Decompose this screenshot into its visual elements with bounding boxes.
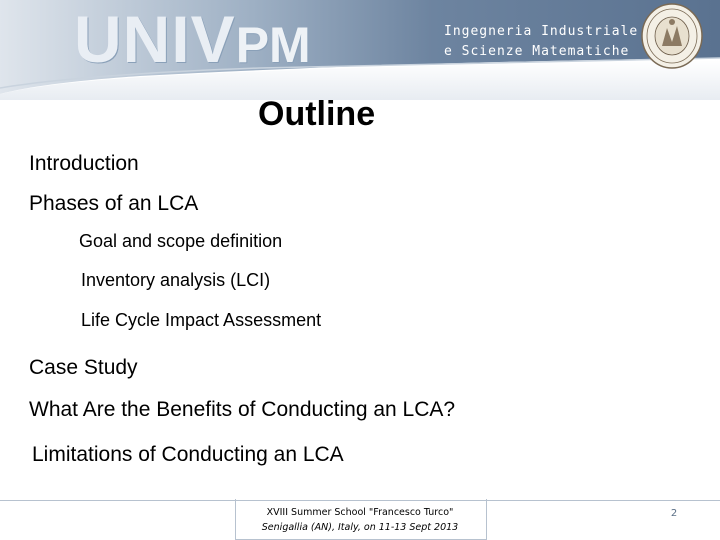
- outline-subitem-impact-assessment: Life Cycle Impact Assessment: [81, 310, 322, 330]
- outline-subitem-goal-scope: Goal and scope definition: [79, 231, 283, 251]
- page-number: 2: [670, 508, 678, 519]
- outline-item-benefits: What Are the Benefits of Conducting an LCA?: [29, 398, 456, 421]
- footer-event-info: [235, 505, 485, 535]
- header-banner: [0, 0, 720, 100]
- outline-item-case-study: Case Study: [29, 356, 138, 379]
- slide-title: Outline: [258, 95, 376, 133]
- department-line-1: Ingegneria Industriale: [444, 24, 639, 39]
- department-line-2: e Scienze Matematiche: [444, 44, 630, 59]
- university-seal-icon: [640, 2, 704, 70]
- footer-event: XVIII Summer School "Francesco Turco": [266, 507, 454, 518]
- footer-location: Senigallia (AN), Italy, on 11-13 Sept 2013: [261, 522, 459, 533]
- univpm-logo: [74, 2, 311, 76]
- department-name: [444, 22, 638, 62]
- logo-suffix-text: PM: [235, 17, 311, 73]
- logo-main-text: UNIV: [74, 2, 236, 76]
- outline-item-phases: Phases of an LCA: [29, 192, 199, 215]
- outline-item-limitations: Limitations of Conducting an LCA: [32, 443, 344, 466]
- outline-item-introduction: Introduction: [29, 152, 139, 175]
- outline-subitem-inventory: Inventory analysis (LCI): [81, 270, 271, 290]
